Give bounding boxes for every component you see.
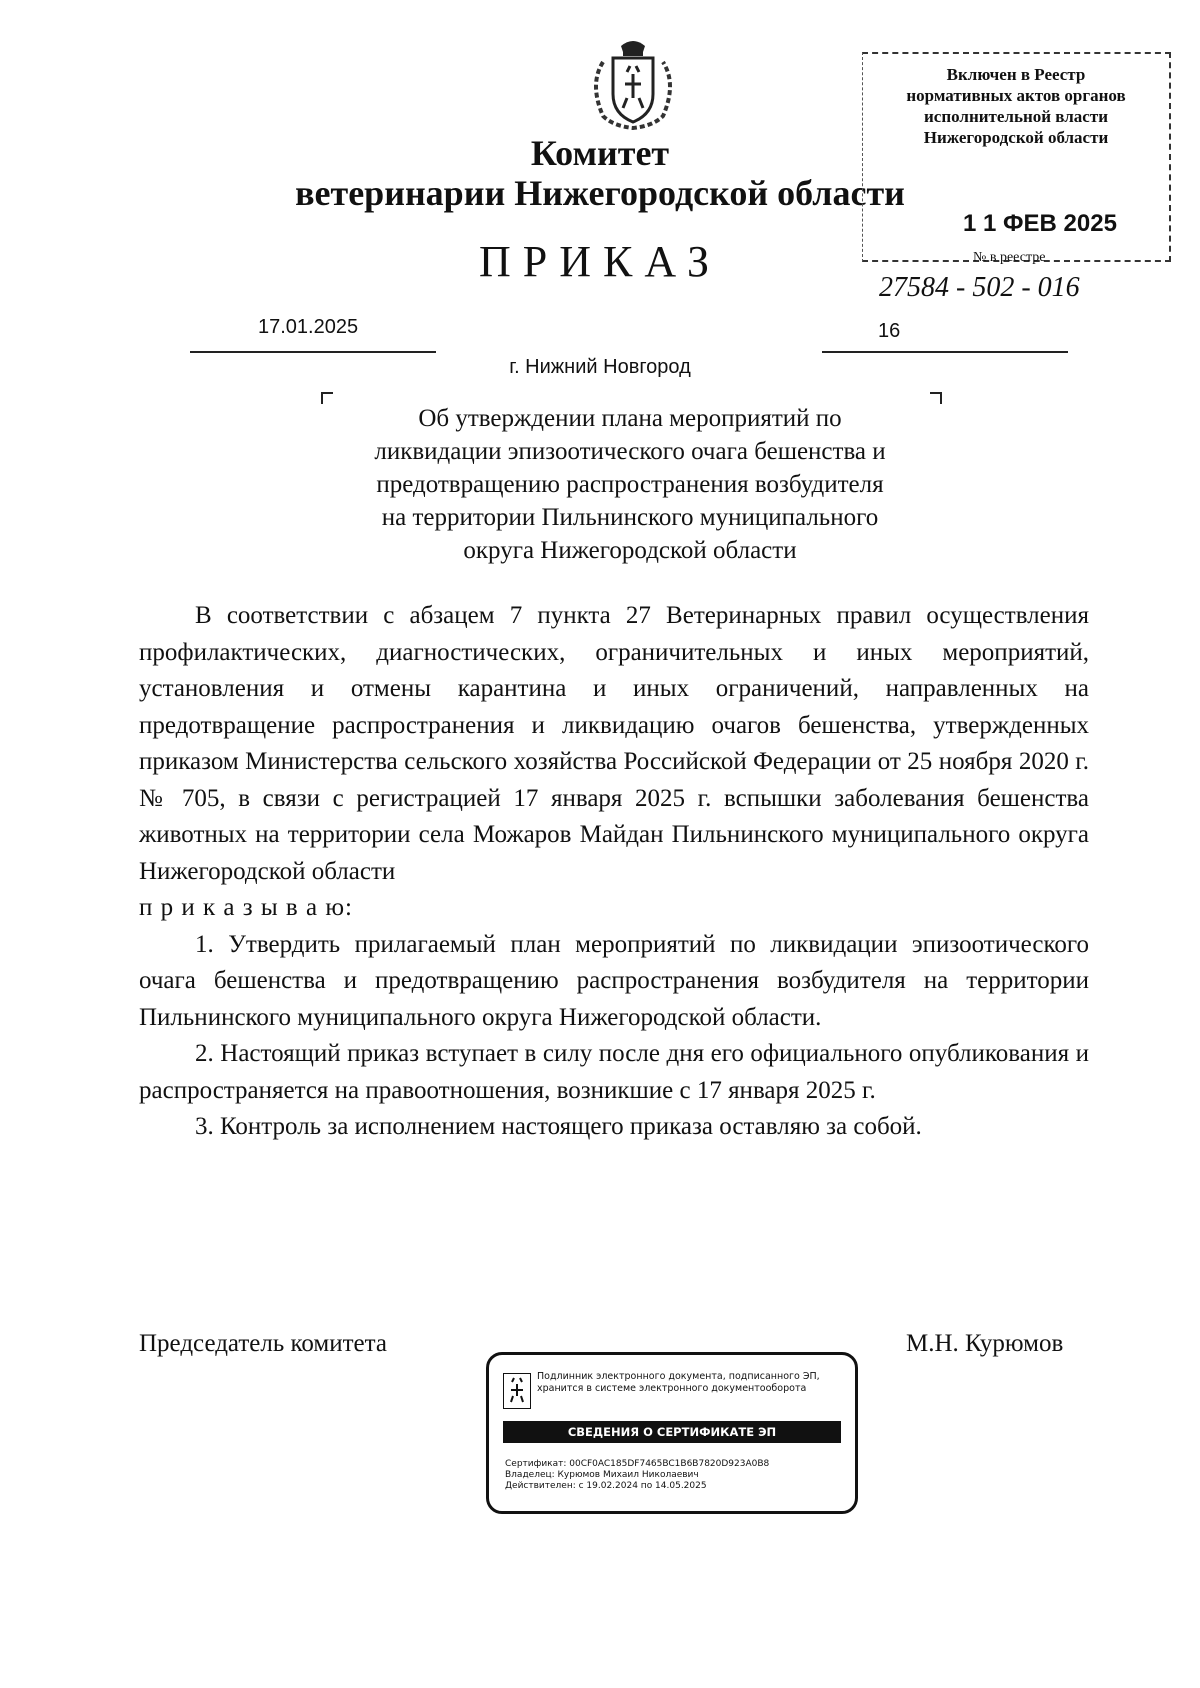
number-underline [822, 351, 1068, 353]
document-number: 16 [878, 320, 901, 342]
order-word: п р и к а з ы в а ю: [139, 894, 353, 921]
stamp-line: нормативных актов органов [906, 86, 1126, 105]
signer-name: М.Н. Курюмов [906, 1330, 1064, 1357]
subject-line: округа Нижегородской области [463, 537, 797, 564]
org-name-line2: ветеринарии Нижегородской области [295, 173, 905, 213]
electronic-signature-block [486, 1352, 858, 1514]
ep-certificate-number: Сертификат: 00CF0AC185DF7465BC1B6B7820D923A0B8 [505, 1459, 770, 1469]
subject-line: предотвращению распространения возбудителя [376, 471, 884, 498]
subject-line: ликвидации эпизоотического очага бешенства и [374, 438, 886, 465]
stamp-text [863, 64, 1169, 148]
ep-owner: Владелец: Курюмов Михаил Николаевич [505, 1470, 699, 1480]
org-name-line1: Комитет [530, 133, 670, 173]
document-body [139, 598, 1089, 1146]
stamp-line: Включен в Реестр [946, 65, 1086, 84]
stamp-line: Нижегородской области [923, 128, 1109, 147]
coat-of-arms-emblem [583, 36, 683, 132]
stamp-reg-number: 27584 - 502 - 016 [879, 272, 1080, 303]
document-subject [320, 402, 940, 567]
registry-stamp [862, 52, 1171, 303]
order-item-2: 2. Настоящий приказ вступает в силу после дня его официального опубликования и распространяется на правоотношения, возникшие с 17 января 2025 г. [139, 1040, 1089, 1104]
document-type-title: ПРИКАЗ [478, 237, 722, 286]
city: г. Нижний Новгород [509, 356, 691, 378]
stamp-line: исполнительной власти [924, 107, 1108, 126]
signer-position: Председатель комитета [139, 1330, 387, 1357]
deer-emblem-icon [503, 1373, 531, 1409]
ep-header-text: Подлинник электронного документа, подписанного ЭП, хранится в системе электронного документооборота [537, 1371, 820, 1394]
order-item-1: 1. Утвердить прилагаемый план мероприятий по ликвидации эпизоотического очага бешенства и предотвращению распространения возбудителя на территории Пильнинского муниципального округа Нижегородской области. [139, 930, 1089, 1031]
ep-certificate-info [505, 1459, 769, 1492]
stamp-reg-label: № в реестре [973, 250, 1046, 265]
date-underline [190, 351, 436, 353]
subject-line: на территории Пильнинского муниципального [381, 504, 879, 531]
preamble-paragraph: В соответствии с абзацем 7 пункта 27 Ветеринарных правил осуществления профилактических, диагностических, ограничительных и иных мероприятий, установления и отмены карантина и иных ограничений, направленных на предотвращение распространения и ликвидацию очагов бешенства, утвержденных приказом Министерства сельского хозяйства Российской Федерации от 25 ноября 2020 г. № 705, в связи с регистрацией 17 января 2025 г. вспышки заболевания бешенства животных на территории села Можаров Майдан Пильнинского муниципального округа Нижегородской области [139, 602, 1089, 885]
order-item-3: 3. Контроль за исполнением настоящего приказа оставляю за собой. [195, 1113, 922, 1140]
subject-line: Об утверждении плана мероприятий по [418, 405, 842, 432]
ep-certificate-title: СВЕДЕНИЯ О СЕРТИФИКАТЕ ЭП [503, 1421, 841, 1443]
document-date: 17.01.2025 [258, 316, 359, 338]
stamp-date: 1 1 ФЕВ 2025 [963, 210, 1117, 237]
ep-valid-dates: Действителен: с 19.02.2024 по 14.05.2025 [505, 1481, 707, 1491]
